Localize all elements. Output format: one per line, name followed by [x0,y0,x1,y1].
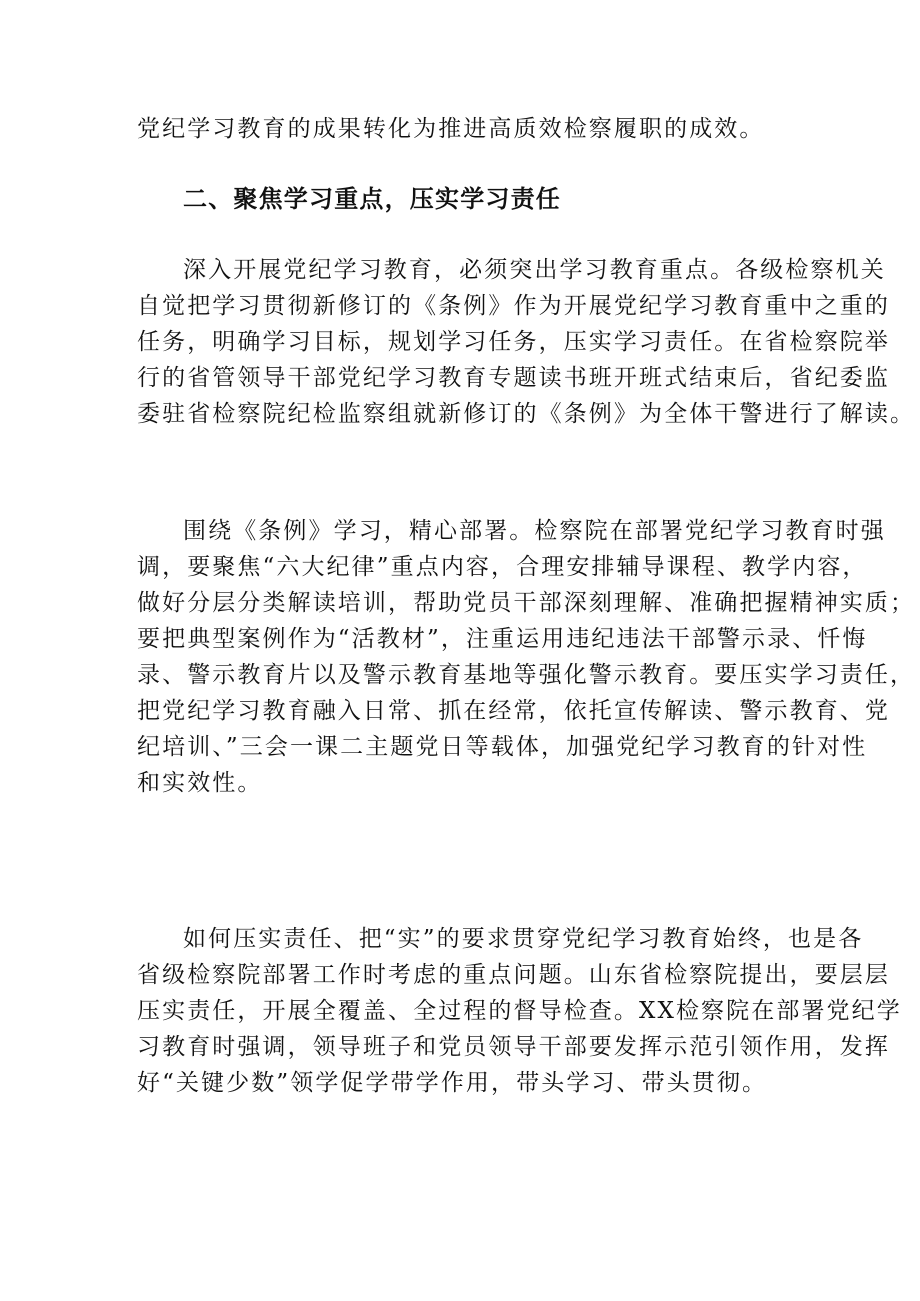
paragraph-3 [137,921,902,1101]
paragraph-2 [137,513,916,801]
paragraph-line: 任务，明确学习目标，规划学习任务，压实学习责任。在省检察院举 [137,329,890,355]
paragraph-line: 要把典型案例作为“活教材”，注重运用违纪违法干部警示录、忏悔 [137,626,868,652]
paragraph-1 [137,252,916,432]
paragraph-line: 习教育时强调，领导班子和党员领导干部要发挥示范引领作用，发挥 [137,1034,890,1060]
paragraph-line: 深入开展党纪学习教育，必须突出学习教育重点。各级检察机关 [183,257,886,283]
section-heading: 二、聚焦学习重点，压实学习责任 [183,185,561,213]
paragraph-line: 纪培训、”三会一课二主题党日等载体，加强党纪学习教育的针对性 [137,734,868,760]
paragraph-line: 行的省管领导干部党纪学习教育专题读书班开班式结束后，省纪委监 [137,365,890,391]
paragraph-line: 自觉把学习贯彻新修订的《条例》作为开展党纪学习教育重中之重的 [137,293,890,319]
paragraph-line: 和实效性。 [137,770,263,796]
paragraph-line: 压实责任，开展全覆盖、全过程的督导检查。XX检察院在部署党纪学 [137,998,902,1024]
paragraph-line: 委驻省检察院纪检监察组就新修订的《条例》为全体干警进行了解读。 [137,401,916,427]
paragraph-line: 好“关键少数”领学促学带学作用，带头学习、带头贯彻。 [137,1070,768,1096]
paragraph-line: 做好分层分类解读培训，帮助党员干部深刻理解、准确把握精神实质； [137,590,916,616]
paragraph-line: 调，要聚焦“六大纪律”重点内容，合理安排辅导课程、教学内容， [137,554,868,580]
paragraph-line: 把党纪学习教育融入日常、抓在经常，依托宣传解读、警示教育、党 [137,698,890,724]
intro-paragraph [137,111,797,147]
paragraph-line: 省级检察院部署工作时考虑的重点问题。山东省检察院提出，要层层 [137,962,890,988]
paragraph-line: 录、警示教育片以及警示教育基地等强化警示教育。要压实学习责任， [137,662,916,688]
paragraph-line: 党纪学习教育的成果转化为推进高质效检察履职的成效。 [137,116,765,142]
paragraph-line: 围绕《条例》学习，精心部署。检察院在部署党纪学习教育时强 [183,518,886,544]
paragraph-line: 如何压实责任、把“实”的要求贯穿党纪学习教育始终，也是各 [183,926,864,952]
